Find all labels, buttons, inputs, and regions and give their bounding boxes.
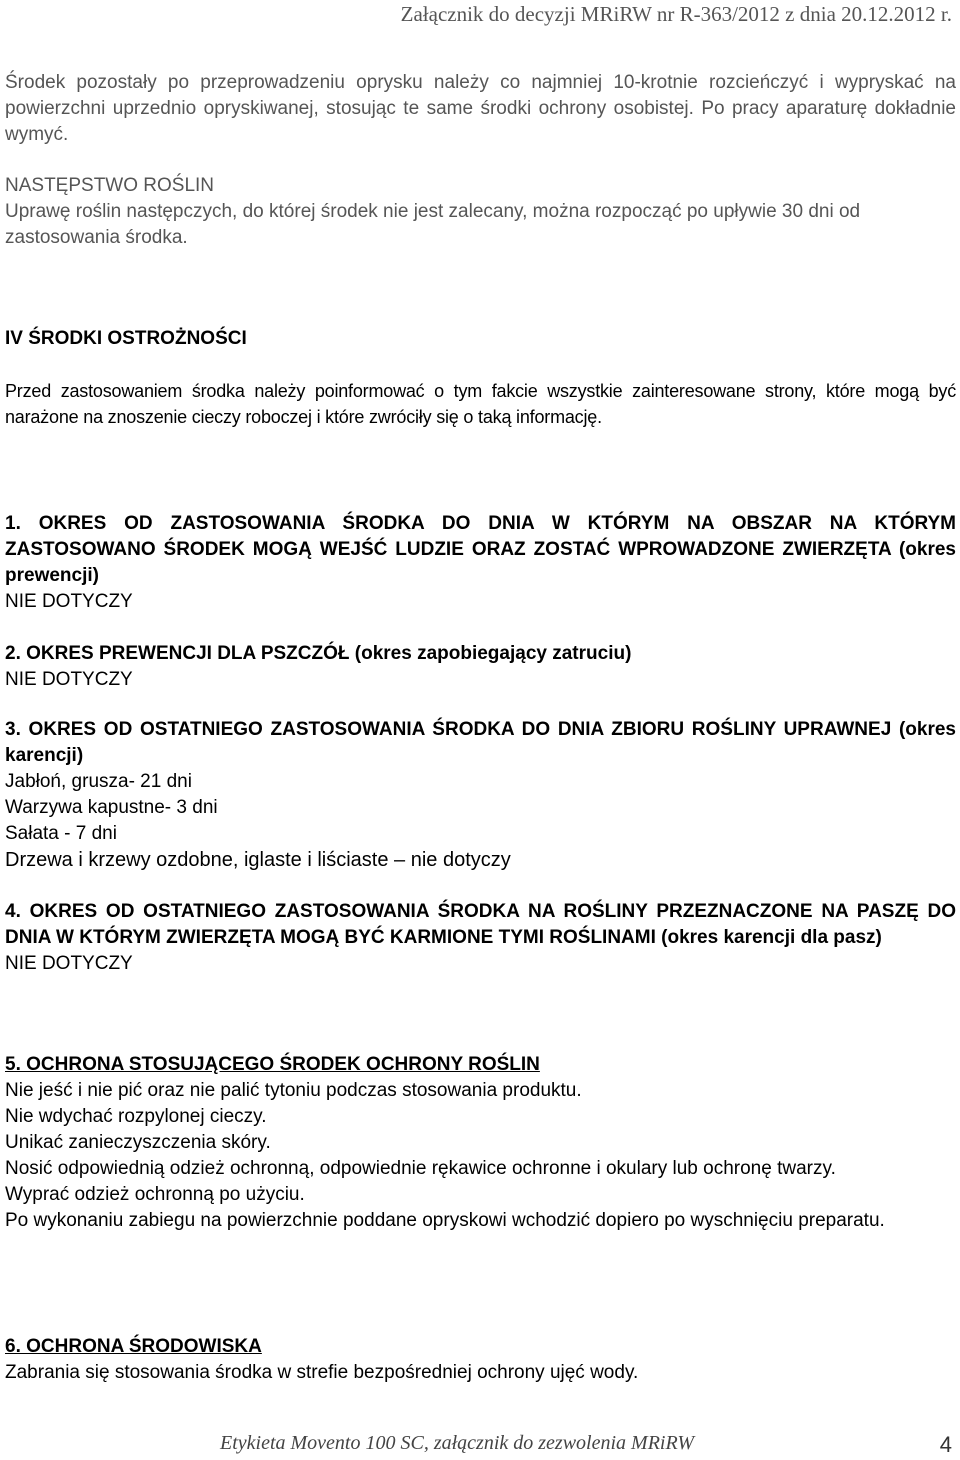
page-footer: Etykieta Movento 100 SC, załącznik do zezwolenia MRiRW	[220, 1432, 694, 1454]
ostroznosci-heading: IV ŚRODKI OSTROŻNOŚCI	[5, 328, 247, 349]
page-number: 4	[939, 1432, 952, 1457]
section-5-item: Nie jeść i nie pić oraz nie palić tytoniu podczas stosowania produktu.	[5, 1080, 582, 1101]
intro-paragraph: Środek pozostały po przeprowadzeniu oprysku należy co najmniej 10-krotnie rozcieńczyć i wypryskać na powierzchni uprzednio opryskiwanej, stosując te same środki ochrony osobistej. Po pracy aparaturę dokładnie wymyć.	[5, 72, 956, 145]
section-5-item: Unikać zanieczyszczenia skóry.	[5, 1132, 271, 1153]
section-4-value: NIE DOTYCZY	[5, 953, 133, 974]
section-1-value: NIE DOTYCZY	[5, 591, 133, 612]
section-5-item: Nie wdychać rozpylonej cieczy.	[5, 1106, 267, 1127]
section-3-item: Drzewa i krzewy ozdobne, iglaste i liściaste – nie dotyczy	[5, 849, 511, 871]
ostroznosci-text: Przed zastosowaniem środka należy poinformować o tym fakcie wszystkie zainteresowane strony, które mogą być narażone na znoszenie cieczy roboczej i które zwróciły się o taką informację.	[5, 381, 956, 427]
page-header: Załącznik do decyzji MRiRW nr R-363/2012 z dnia 20.12.2012 r.	[400, 2, 952, 26]
section-1	[5, 511, 956, 615]
section-3-item: Jabłoń, grusza- 21 dni	[5, 771, 192, 792]
section-nastepstwo	[5, 173, 956, 251]
nastepstwo-heading: NASTĘPSTWO ROŚLIN	[5, 175, 215, 196]
section-2-heading: 2. OKRES PREWENCJI DLA PSZCZÓŁ (okres zapobiegający zatruciu)	[5, 643, 632, 664]
section-5-heading: 5. OCHRONA STOSUJĄCEGO ŚRODEK OCHRONY ROŚLIN	[5, 1054, 540, 1075]
section-3-heading: 3. OKRES OD OSTATNIEGO ZASTOSOWANIA ŚRODKA DO DNIA ZBIORU ROŚLINY UPRAWNEJ (okres karencji)	[5, 719, 956, 766]
section-2	[5, 641, 956, 693]
section-5-item: Po wykonaniu zabiegu na powierzchnie poddane opryskowi wchodzić dopiero po wyschnięciu preparatu.	[5, 1210, 885, 1231]
section-3	[5, 717, 956, 873]
section-3-item: Sałata - 7 dni	[5, 823, 117, 844]
section-5-item: Nosić odpowiednią odzież ochronną, odpowiednie rękawice ochronne i okulary lub ochronę twarzy.	[5, 1158, 836, 1179]
section-2-value: NIE DOTYCZY	[5, 669, 133, 690]
nastepstwo-text: Uprawę roślin następczych, do której środek nie jest zalecany, można rozpocząć po upływie 30 dni od zastosowania środka.	[5, 201, 861, 248]
section-5	[5, 1052, 956, 1234]
section-1-heading: 1. OKRES OD ZASTOSOWANIA ŚRODKA DO DNIA W KTÓRYM NA OBSZAR NA KTÓRYM ZASTOSOWANO ŚRODEK MOGĄ WEJŚĆ LUDZIE ORAZ ZOSTAĆ WPROWADZONE ZWIERZĘTA (okres prewencji)	[5, 513, 956, 586]
section-5-item: Wyprać odzież ochronną po użyciu.	[5, 1184, 305, 1205]
section-6-heading: 6. OCHRONA ŚRODOWISKA	[5, 1336, 262, 1357]
section-6	[5, 1334, 956, 1386]
section-3-item: Warzywa kapustne- 3 dni	[5, 797, 218, 818]
section-4-heading: 4. OKRES OD OSTATNIEGO ZASTOSOWANIA ŚRODKA NA ROŚLINY PRZEZNACZONE NA PASZĘ DO DNIA W KTÓRYM ZWIERZĘTA MOGĄ BYĆ KARMIONE TYMI ROŚLINAMI (okres karencji dla pasz)	[5, 901, 956, 948]
section-6-text: Zabrania się stosowania środka w strefie bezpośredniej ochrony ujęć wody.	[5, 1362, 639, 1383]
section-4	[5, 899, 956, 977]
